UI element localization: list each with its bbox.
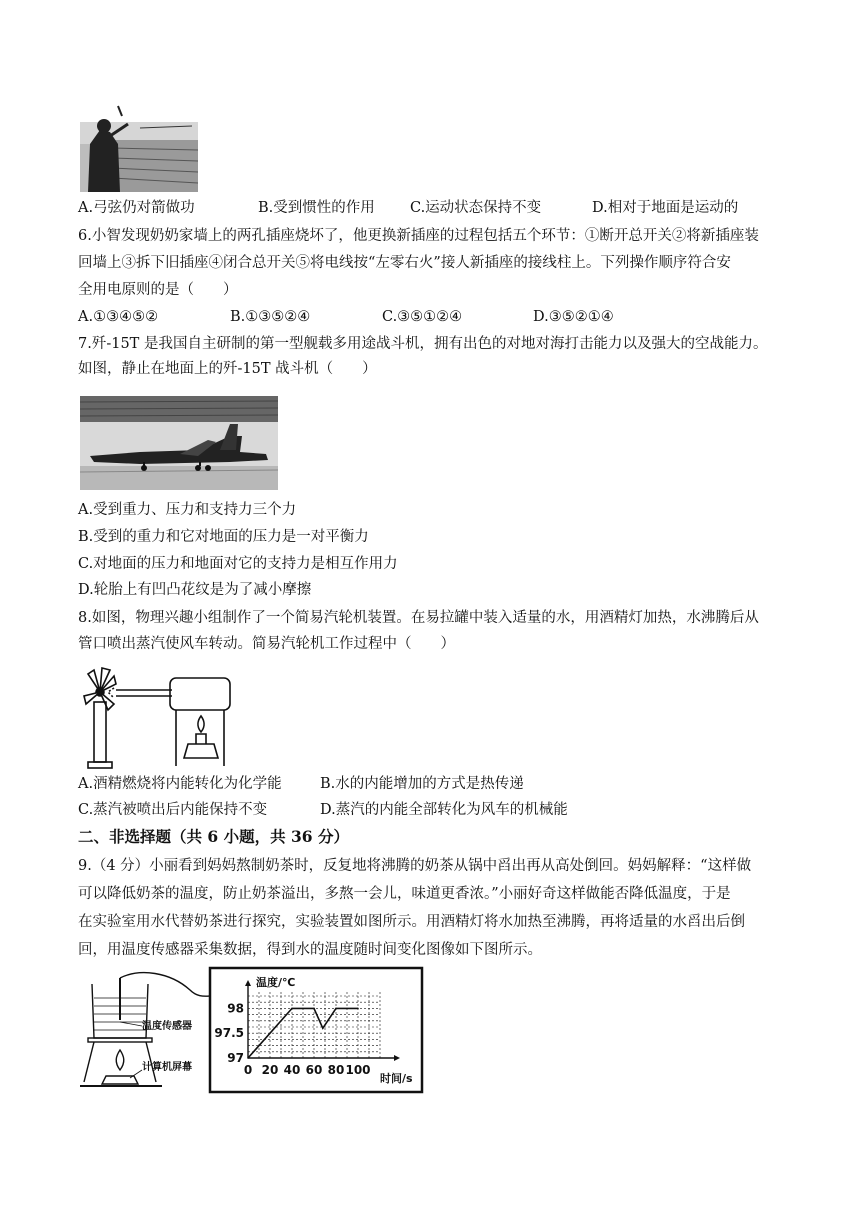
x-tick-label: 0 bbox=[243, 1063, 253, 1077]
fighter-jet-photo bbox=[80, 396, 278, 490]
y-tick-label: 97.5 bbox=[214, 1026, 244, 1041]
chart-ylabel: 温度/℃ bbox=[256, 976, 296, 989]
q9-stem-line-1: 9.（4 分）小丽看到妈妈熬制奶茶时，反复地将沸腾的奶茶从锅中舀出再从高处倒回。妈妈解释：“这样做 bbox=[78, 858, 752, 874]
temperature-data-point bbox=[313, 1008, 315, 1010]
q7-stem-line-1: 7.歼-15T 是我国自主研制的第一型舰载多用途战斗机，拥有出色的对地对海打击能力以及强大的空战能力。 bbox=[78, 336, 768, 352]
x-tick-label: 60 bbox=[305, 1063, 323, 1077]
q7-option-a: A.受到重力、压力和支持力三个力 bbox=[78, 502, 297, 518]
q8-option-a: A.酒精燃烧将内能转化为化学能 bbox=[78, 776, 282, 792]
q9-stem-line-2: 可以降低奶茶的温度，防止奶茶溢出，多熬一会儿，味道更香浓。”小丽好奇这样做能否降低温度，于是 bbox=[78, 886, 731, 902]
x-tick-label: 40 bbox=[283, 1063, 301, 1077]
q6-stem-line-2: 回墙上③拆下旧插座④闭合总开关⑤将电线按“左零右火”接人新插座的接线柱上。下列操作顺序符合安 bbox=[78, 255, 731, 271]
q9-stem-line-3: 在实验室用水代替奶茶进行探究，实验装置如图所示。用酒精灯将水加热至沸腾，再将适量的水舀出后倒 bbox=[78, 914, 745, 930]
x-tick-label: 100 bbox=[345, 1063, 371, 1077]
q5-option-a: A.弓弦仍对箭做功 bbox=[78, 200, 195, 216]
temperature-data-point bbox=[335, 1008, 337, 1010]
q6-option-d: D.③⑤②①④ bbox=[533, 309, 614, 325]
chart-xlabel: 时间/s bbox=[380, 1072, 413, 1085]
screen-label: 计算机屏幕 bbox=[142, 1062, 192, 1073]
temperature-data-point bbox=[291, 1008, 293, 1010]
q8-option-c: C.蒸汽被喷出后内能保持不变 bbox=[78, 802, 268, 818]
q8-stem-line-2: 管口喷出蒸汽使风车转动。简易汽轮机工作过程中（ ） bbox=[78, 636, 455, 652]
q5-option-d: D.相对于地面是运动的 bbox=[592, 200, 739, 216]
section-heading: 二、非选择题（共 6 小题，共 36 分） bbox=[78, 827, 349, 846]
q9-stem-line-4: 回，用温度传感器采集数据，得到水的温度随时间变化图像如下图所示。 bbox=[78, 942, 542, 958]
temperature-data-point bbox=[322, 1027, 324, 1029]
q6-option-a: A.①③④⑤② bbox=[78, 309, 159, 325]
q7-option-d: D.轮胎上有凹凸花纹是为了减小摩擦 bbox=[78, 582, 312, 598]
q9-experiment-figure bbox=[80, 966, 426, 1094]
q6-stem-line-3: 全用电原则的是（ ） bbox=[78, 282, 238, 298]
q7-stem-line-2: 如图，静止在地面上的歼-15T 战斗机（ ） bbox=[78, 361, 377, 377]
y-tick-label: 97 bbox=[227, 1051, 244, 1065]
q8-option-d: D.蒸汽的内能全部转化为风车的机械能 bbox=[320, 802, 568, 818]
x-tick-label: 20 bbox=[261, 1063, 279, 1077]
steam-turbine-figure bbox=[80, 662, 238, 770]
temperature-data-point bbox=[357, 1008, 359, 1010]
q6-option-c: C.③⑤①②④ bbox=[382, 309, 463, 325]
q8-stem-line-1: 8.如图，物理兴趣小组制作了一个简易汽轮机装置。在易拉罐中装入适量的水，用酒精灯加热，水沸腾后从 bbox=[78, 610, 759, 626]
archer-photo bbox=[80, 104, 198, 192]
q7-option-b: B.受到的重力和它对地面的压力是一对平衡力 bbox=[78, 529, 369, 545]
q8-option-b: B.水的内能增加的方式是热传递 bbox=[320, 776, 524, 792]
sensor-label: 温度传感器 bbox=[142, 1021, 192, 1032]
q5-option-c: C.运动状态保持不变 bbox=[410, 200, 542, 216]
q5-option-b: B.受到惯性的作用 bbox=[258, 200, 375, 216]
y-tick-label: 98 bbox=[227, 1001, 244, 1016]
q7-option-c: C.对地面的压力和地面对它的支持力是相互作用力 bbox=[78, 556, 398, 572]
x-tick-label: 80 bbox=[327, 1063, 345, 1077]
temperature-data-point bbox=[247, 1057, 249, 1059]
q6-option-b: B.①③⑤②④ bbox=[230, 309, 311, 325]
q6-stem-line-1: 6.小智发现奶奶家墙上的两孔插座烧坏了，他更换新插座的过程包括五个环节：①断开总开关②将新插座装 bbox=[78, 228, 759, 244]
